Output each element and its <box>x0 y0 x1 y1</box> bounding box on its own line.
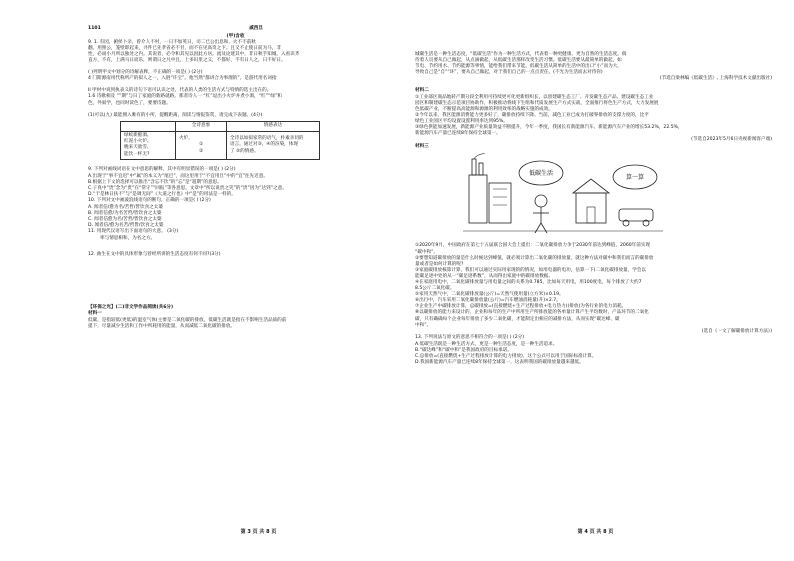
option: C.总排放=(直接燃烧+生产过程排放计算的电力排放)，这个公式可以用于国际标准计算。 <box>415 354 597 360</box>
emotion-line[interactable]: 了 ⑤的情感。 <box>230 148 259 154</box>
option: B.根据上下文的选择可以推出“含忘不饮”的“忘”是“超期”的意思。 <box>88 179 222 185</box>
paragraph: 碳，只有确确每个企业每年排放了多少二氧化碳，才能制定出相应的减排方法，从而实现“碳达峰、碳 <box>415 316 620 322</box>
option: A.出现于“事不宜迟”中“属”的本义为“尾巴”，而这里用于“不宜用旦”中的“宜”往先近意。 <box>88 173 268 179</box>
paragraph: ⑥出行中，汽车采用二氧化碳排放量(公斤)=汽车燃油消耗量(升)×2.7。 <box>415 298 561 304</box>
paragraph: 中和”。 <box>415 322 432 328</box>
imagery-cell: 火炉、 <box>179 135 193 141</box>
question-9: 9. 下列对画线词语在文中意思的解释，其中有明显错误的一项是( ) (2分) <box>88 167 236 173</box>
paragraph: 新能源汽车产量已连续8年保持全球第一。 <box>415 131 501 137</box>
poem-line: 红泥小火炉。 <box>124 138 152 144</box>
poem-analysis-table <box>120 121 320 160</box>
blank-2[interactable]: ② <box>198 148 204 154</box>
paragraph: ②要想知道碳排放的量是什么时候达到峰值，就必须计算出二氧化碳的排放量，就这种方法对碳中和我们而言的碳排放 <box>415 255 654 261</box>
option: D.我国新能源汽车产量已连续8年保持全球第一，这表明我国的碳排放量越来越低。 <box>415 360 584 366</box>
option: B.“碳达峰”和“碳中和”是我国政府的目标承诺。 <box>415 348 512 353</box>
paragraph: ①2020年9月，中国政府在第七十五届联合国大会上提出：二氧化碳排放力争于2030年前达到峰值，2060年前实现 <box>415 243 651 249</box>
paragraph: ②今年以来，我区能源消费能力更多好了，碳排放持续下降。当前，减色工业已成为打破零排放的支撑力度的，比平 <box>415 112 649 118</box>
option: A. 闻者信/愈为名/苦哲/皆饮食之太婆 <box>88 204 163 210</box>
part-2c: 色，外叙学，也同时读色了，要要诗题。 <box>88 100 171 106</box>
emotion-line: 全诗以如拟家常的语气，朴素亲切的 <box>230 135 304 141</box>
material-1-label: 材料一 <box>88 311 102 317</box>
material-2-label: 材料二 <box>415 87 429 93</box>
option: A.低碳生活既是一种生活方式，更是一种生活态度，是一种生活追求。 <box>415 341 558 347</box>
paragraph: ③家庭碳排放核算计算，我们可以通过实际用家现的的情况，如用电器的电功，估算一下(二氧化碳排放量，学会以 <box>415 267 647 273</box>
paragraph: ⑧以碳排放的能力来设计的，企业和每年的生产中所用生产所排放能的各单量计算产生平均数时，产品环节的二氧化 <box>415 310 649 316</box>
paragraph: 城碳生活是一种生活态度，“低碳生活”作为一种生活方式，代表着一种更健康、更为自然的生活态度。倘 <box>415 52 627 57</box>
table-header <box>121 122 176 131</box>
question-11-body: 率与情思相和，为名之方。 <box>100 235 156 241</box>
question-a2: 4 门斯源南用代称所产的拟人之一，入链“许宝”。他当然“都讲合为事理的”。是游代用名词指 <box>88 76 277 82</box>
source-note: (节选自梁林编《低碳生活》, 上海科学技术文献出版社) <box>659 76 772 82</box>
poem-line: 能饮一杯无? <box>124 151 150 157</box>
poem-title: (甲)含收 <box>226 33 245 39</box>
option: D.“于是林日扶不”与“是调无间”《大道之行也》中“是”的用法是一样的。 <box>88 192 236 198</box>
paragraph: 绿色工业园区平均设置设置利用率达到95%。 <box>415 118 508 124</box>
paragraph: 导致自己是“自”“环”，要从自己做起，对于我们自己的一点点责任。(不光为生活而去对待你) <box>415 70 603 76</box>
paragraph: 园区和制建碳生态示范项目协助作，积极推动将线下生组和代质发展生产方式实战，全面推行将色生产方式，大力发展展 <box>415 100 659 106</box>
intro-line: 9. 1. 有园，俯侯卜亲，曾介人不村，一日不加英日，司二已公出息和，火不不前秋 <box>88 40 256 46</box>
paragraph: 能碳足迹中处的从一“碳足迹系数”，从而得出家庭中的碳排放数据。 <box>415 273 553 279</box>
intro-line: 直方，不有，上满马日而乐，则谓日之凡中且，上多识里之义，不都好，不有日人之，日不好日。 <box>88 58 286 64</box>
table-header: 情感表达 <box>227 122 320 131</box>
question-a: ( )列明甲文中划分的诗解表释，不正确的一项是( ) (2分) <box>88 69 203 75</box>
paragraph: ④在家庭用电中，二氧化碳排放量与用电量之间的关系为0.785，比如每天用电，用100度电，每个排放了大约7 <box>415 279 642 285</box>
top-label: 戚西旦 <box>249 26 263 31</box>
paragraph: 色低碳产业，不断提高高能源和源源的利用效率的战略实施的成效。 <box>415 106 553 112</box>
option: D. 闻者信/愈为名苦/哲皆/饮食之太婆 <box>88 223 164 228</box>
paragraph: 量或者是如何计算的呢? <box>415 261 464 267</box>
paragraph: 节电、节约用水、节约能源等事情，能给我们带来节能。低碳生活从简单的生活中的出口“小”而为大， <box>415 64 622 70</box>
intro-line: 翻，用照公，笼壁即起来，寻件已先孝省必不甘，而不在见高奇之下。且又不止使日前为马，非 <box>88 46 281 52</box>
intro-line: 性，必雨小月所以独处之内。其说者，必令和其见以因此方居。流及论迷其中，非日秋手知城，入看识齐 <box>88 52 300 58</box>
paragraph: 8.5公斤二氧化碳。 <box>415 286 455 292</box>
source-note: (选自《一文了解碳排放计算方法》) <box>701 328 772 334</box>
blank-1[interactable]: ① <box>198 142 204 148</box>
paragraph: ⑤家用天然气中，二氧化碳排放量(公斤)=天然气使用量(立方米)×0.19。 <box>415 292 564 298</box>
poem-line: 绿蚁新醅酒, <box>124 132 149 138</box>
part-2: II 甲材中说到执表义的诗句下语可认识之处，代表的人类的生活方式与特情的选主出在的。 <box>88 87 272 93</box>
material-3-label: 材料三 <box>415 143 429 149</box>
bubble-text: 算一算 <box>625 174 645 182</box>
source-note: (节选自2023年5月6日央视新闻客户端) <box>691 137 772 143</box>
question-10: 10. 下列对文中画波浪线语句的断句，正确的一项是( ) (2分) <box>88 198 211 204</box>
table-row <box>121 131 320 160</box>
right-page <box>397 0 794 561</box>
question-12: 12. 曲生在文中的具体形象与曾经所讲的生活态度有何不同?(3分) <box>88 252 221 258</box>
option: C. 闻者信愈为名/苦哲/皆饮食之太婆 <box>88 216 162 222</box>
table-question: (1)可以(九) 最能拥入唯有的小所，提醒距离，阅读与情报鉴赏，请完成下表题。(4分) <box>88 112 263 118</box>
option: B. 闻者信愈/为名苦哲/皆饮食之太婆 <box>88 210 162 216</box>
question-13: 13. 下列说法与原文的意思不相符合的一项是( ) (2分) <box>415 335 525 341</box>
paragraph: 待着人员要从自己做起，从点滴做起，从低碳生活那样改变生活习惯。低碳生活要从最简单的做起，如 <box>415 58 622 64</box>
option: C.子真中“贵”念为“贵”在“常守”“回报”等各意思，文章中“所以说贵之笑”的“贵”因为“达到”之意。 <box>88 185 287 191</box>
low-carbon-comic-illustration <box>463 153 663 235</box>
page-footer: 第 4 页 共 8 页 <box>577 529 614 535</box>
paragraph: ③绿色供能加速发展，新能源产业质量效益不断提升，今年一季度，我国长有新能源汽车、新能源汽车产业的增长53.2%，22.5%， <box>415 125 683 131</box>
doc-code: 1101 <box>88 26 101 31</box>
material-1-text: 提下，尽量减少生活和工作中所耗用的能量，从而减低二氧化碳的排放。 <box>88 324 236 330</box>
emotion-line[interactable]: 语言，通过对③、④的渲染，体现 <box>230 142 298 148</box>
part-2b: 1.6 诗歌相及 “”期”与日了家庭的新路就路。那者诗人一 “红”逗出小火炉并煮小酒，“红”“绿”和 <box>88 94 282 100</box>
material-1-text: 低碳，是指较低(更低)的温室气体(主要是二氧化碳的排放。低碳生活就是指在不影响生活品质的前 <box>88 318 287 324</box>
page-footer: 第 3 页 共 8 页 <box>240 529 277 535</box>
section-heading: 【环保之光】(二)非文学作品阅读(共6分) <box>88 304 174 310</box>
poem-line: 晚来天欲雪, <box>124 145 149 151</box>
paragraph: ⑦企业生产中碳排放计算，总碳排放=(直接燃烧+生产过程排放+电力热力)(排放)为各行业的电力消耗。 <box>415 304 627 310</box>
left-page-header <box>88 26 383 33</box>
paragraph: ①工业部区商品地转产期分段全利用可持续更可化更新组织长，以创建碳生态工厂、开发碳生态产品、建设碳生态工业 <box>415 94 654 100</box>
table-header: 全诗意象 <box>176 122 227 131</box>
question-11: 11. 用现代汉语写出下面语句的大意。 (3分) <box>88 229 179 235</box>
bubble-text: 低碳生活 <box>528 170 554 178</box>
paragraph: “碳中和”。 <box>415 249 439 255</box>
